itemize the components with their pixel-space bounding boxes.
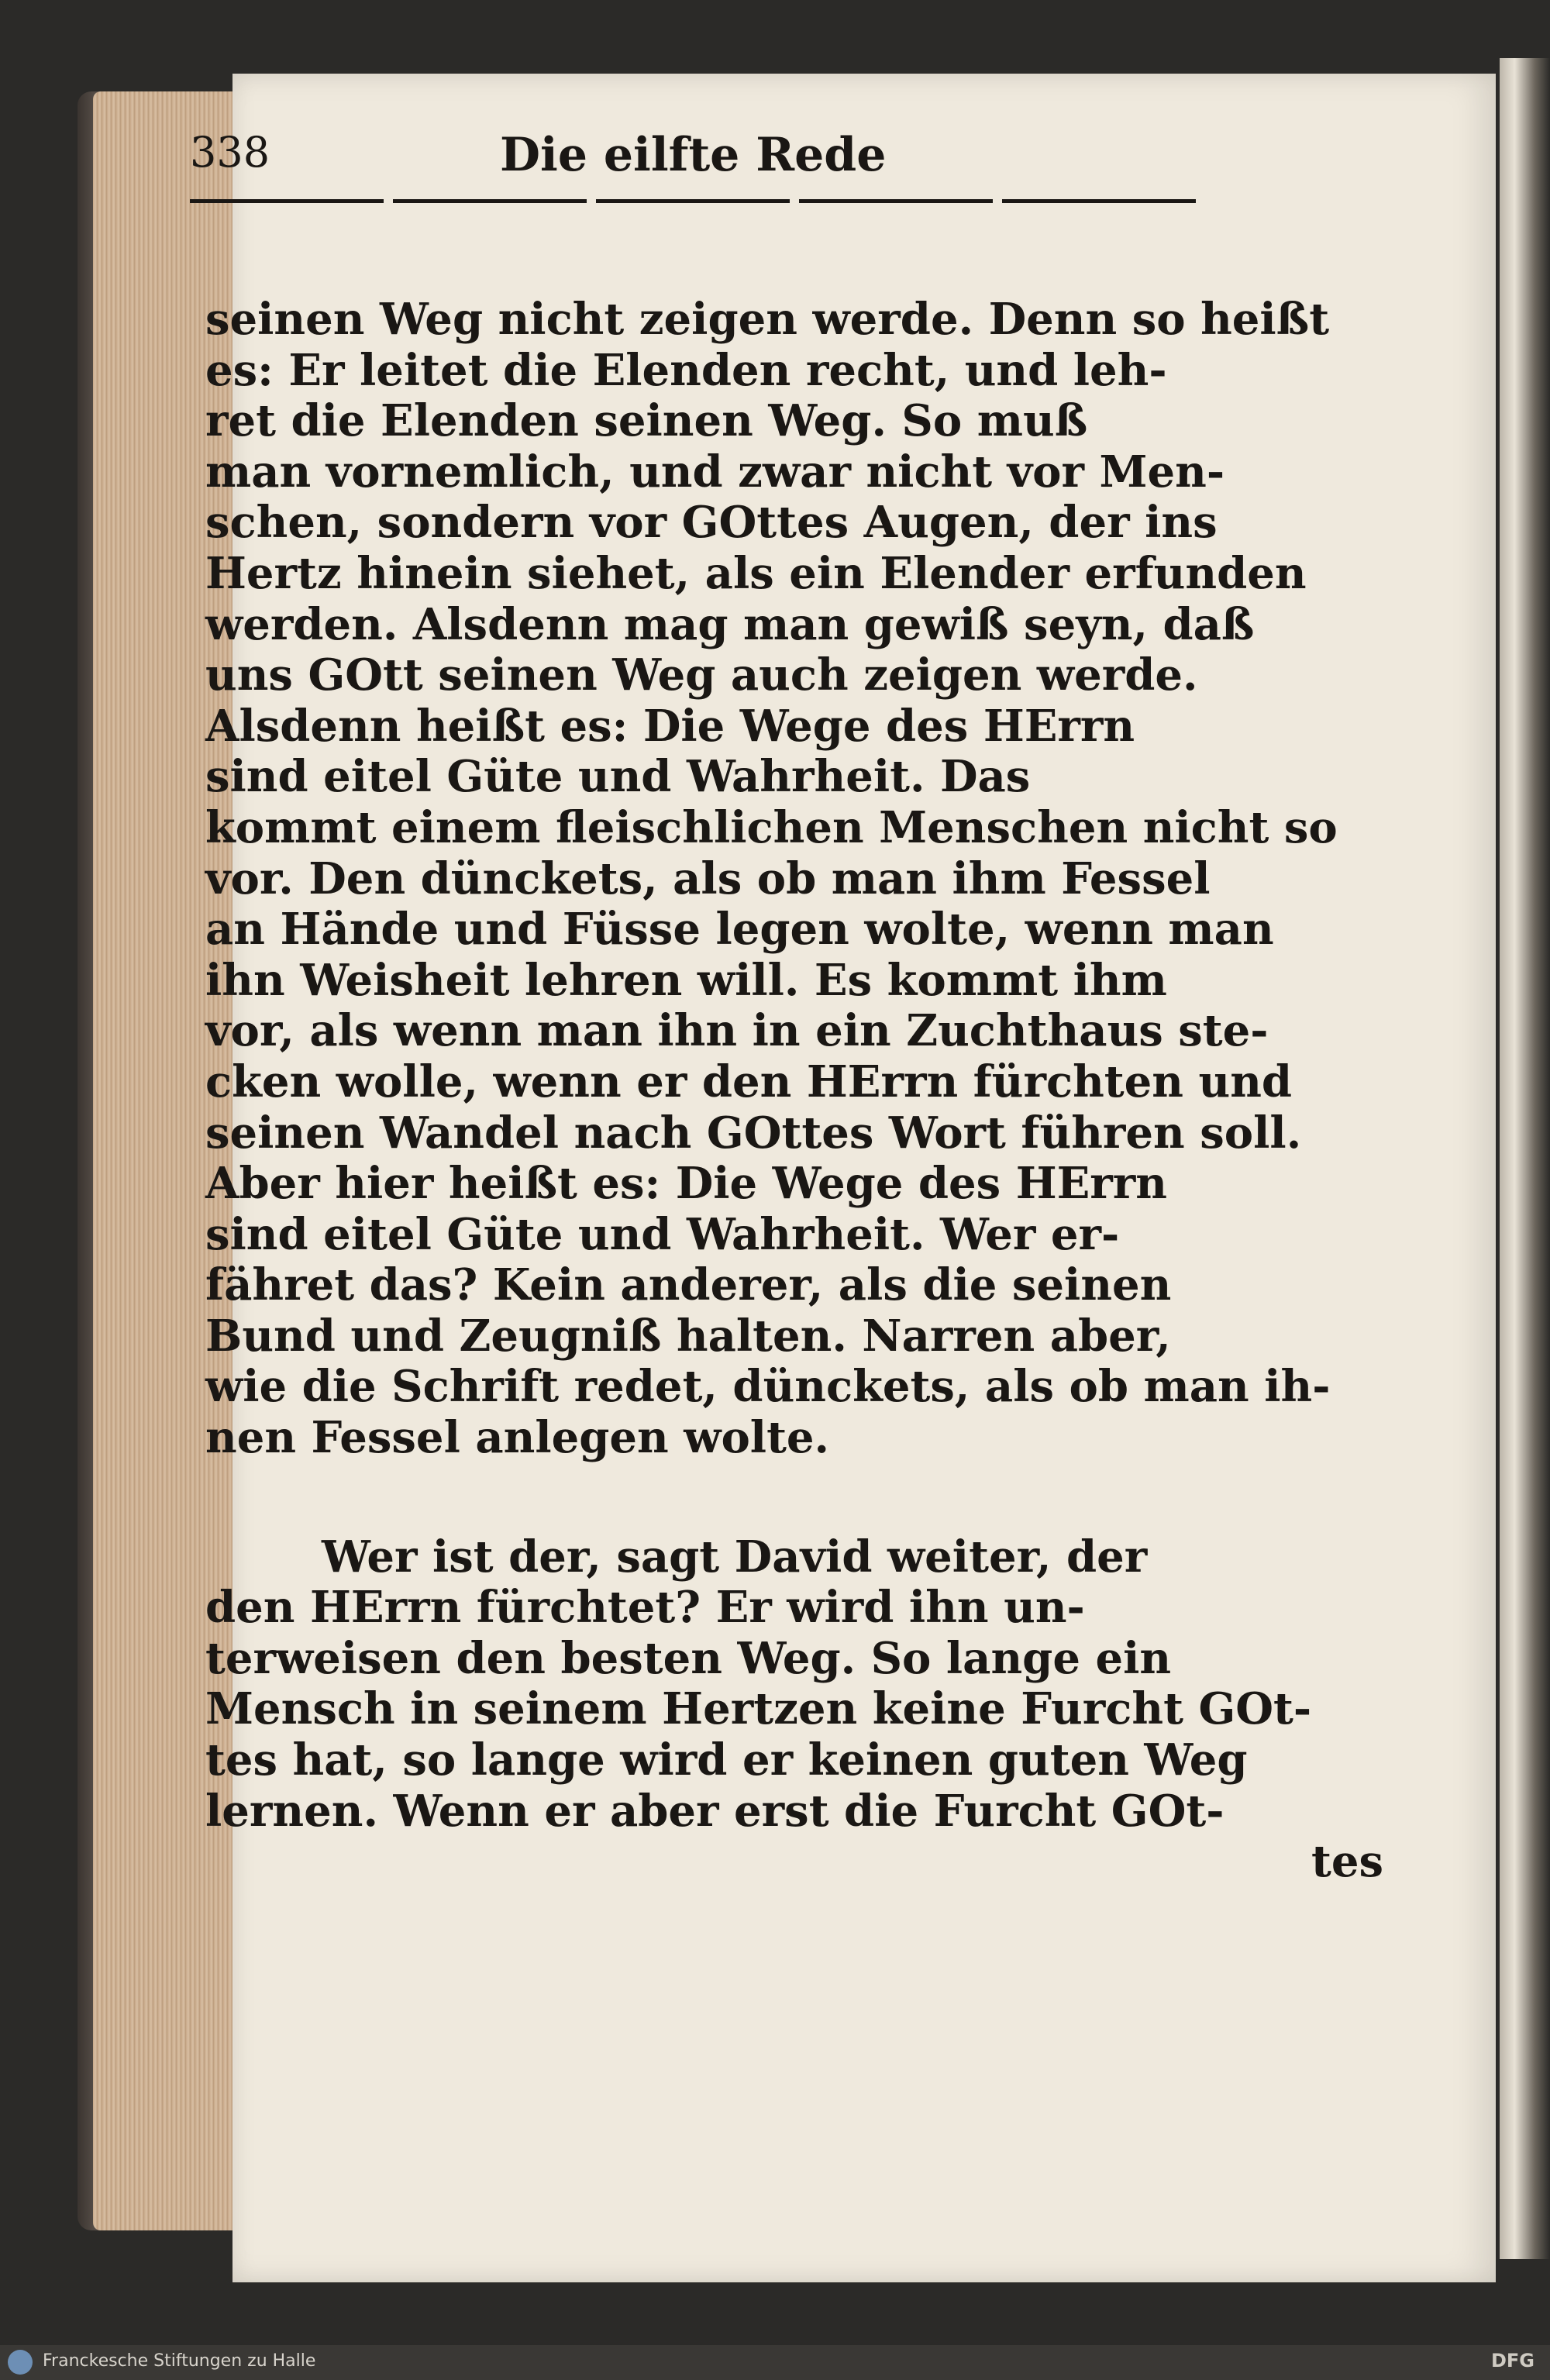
footer-institution: Franckesche Stiftungen zu Halle: [43, 2351, 316, 2371]
footer-bar: [0, 2345, 1550, 2380]
text-line: tes hat, so lange wird er keinen guten Weg: [205, 1734, 1248, 1786]
text-line: wie die Schrift redet, dünckets, als ob man ih-: [205, 1361, 1331, 1413]
text-line: Bund und Zeugniß halten. Narren aber,: [205, 1310, 1171, 1362]
text-line: vor. Den dünckets, als ob man ihm Fessel: [205, 852, 1211, 904]
page-header: [190, 128, 1352, 221]
text-line: fähret das? Kein anderer, als die seinen: [205, 1259, 1172, 1311]
page-body: [205, 294, 1414, 1888]
paragraph-1: [205, 294, 1414, 1464]
paragraph-gap: [205, 1464, 1414, 1532]
text-line: an Hände und Füsse legen wolte, wenn man: [205, 904, 1274, 956]
page-number: 338: [190, 128, 270, 177]
text-line: terweisen den besten Weg. So lange ein: [205, 1632, 1172, 1684]
text-line: es: Er leitet die Elenden recht, und leh-: [205, 344, 1167, 396]
text-line: man vornemlich, und zwar nicht vor Men-: [205, 446, 1225, 498]
text-line: uns GOtt seinen Weg auch zeigen werde.: [205, 649, 1198, 701]
text-line: den HErrn fürchtet? Er wird ihn un-: [205, 1582, 1085, 1634]
text-line: lernen. Wenn er aber erst die Furcht GOt-: [205, 1785, 1224, 1837]
text-line: schen, sondern vor GOttes Augen, der ins: [205, 497, 1218, 549]
running-head: Die eilfte Rede: [500, 128, 887, 182]
text-line: cken wolle, wenn er den HErrn fürchten und: [205, 1056, 1293, 1107]
text-line: sind eitel Güte und Wahrheit. Wer er-: [205, 1208, 1120, 1260]
text-line: seinen Weg nicht zeigen werde. Denn so heißt: [205, 294, 1330, 345]
text-line: Hertz hinein siehet, als ein Elender erfunden: [205, 547, 1307, 599]
text-line: Mensch in seinem Hertzen keine Furcht GOt-: [205, 1683, 1312, 1735]
text-line: Alsdenn heißt es: Die Wege des HErrn: [205, 700, 1135, 752]
text-line: nen Fessel anlegen wolte.: [205, 1412, 830, 1464]
header-rule: [190, 199, 1197, 203]
text-line: Wer ist der, sagt David weiter, der: [322, 1531, 1148, 1583]
catchword: tes: [1311, 1836, 1383, 1888]
text-line: werden. Alsdenn mag man gewiß seyn, daß: [205, 598, 1255, 650]
institution-logo-icon: [8, 2350, 33, 2375]
book-gutter: [1500, 58, 1550, 2259]
text-line: ihn Weisheit lehren will. Es kommt ihm: [205, 954, 1167, 1006]
text-line: Aber hier heißt es: Die Wege des HErrn: [205, 1158, 1168, 1210]
text-line: kommt einem fleischlichen Menschen nicht so: [205, 801, 1338, 853]
text-line: ret die Elenden seinen Weg. So muß: [205, 395, 1088, 447]
paragraph-2: [205, 1532, 1414, 1838]
text-line: seinen Wandel nach GOttes Wort führen soll.: [205, 1107, 1302, 1159]
text-line: vor, als wenn man ihn in ein Zuchthaus ste-: [205, 1005, 1269, 1057]
footer-brand: DFG: [1490, 2350, 1534, 2371]
text-line: sind eitel Güte und Wahrheit. Das: [205, 751, 1031, 803]
